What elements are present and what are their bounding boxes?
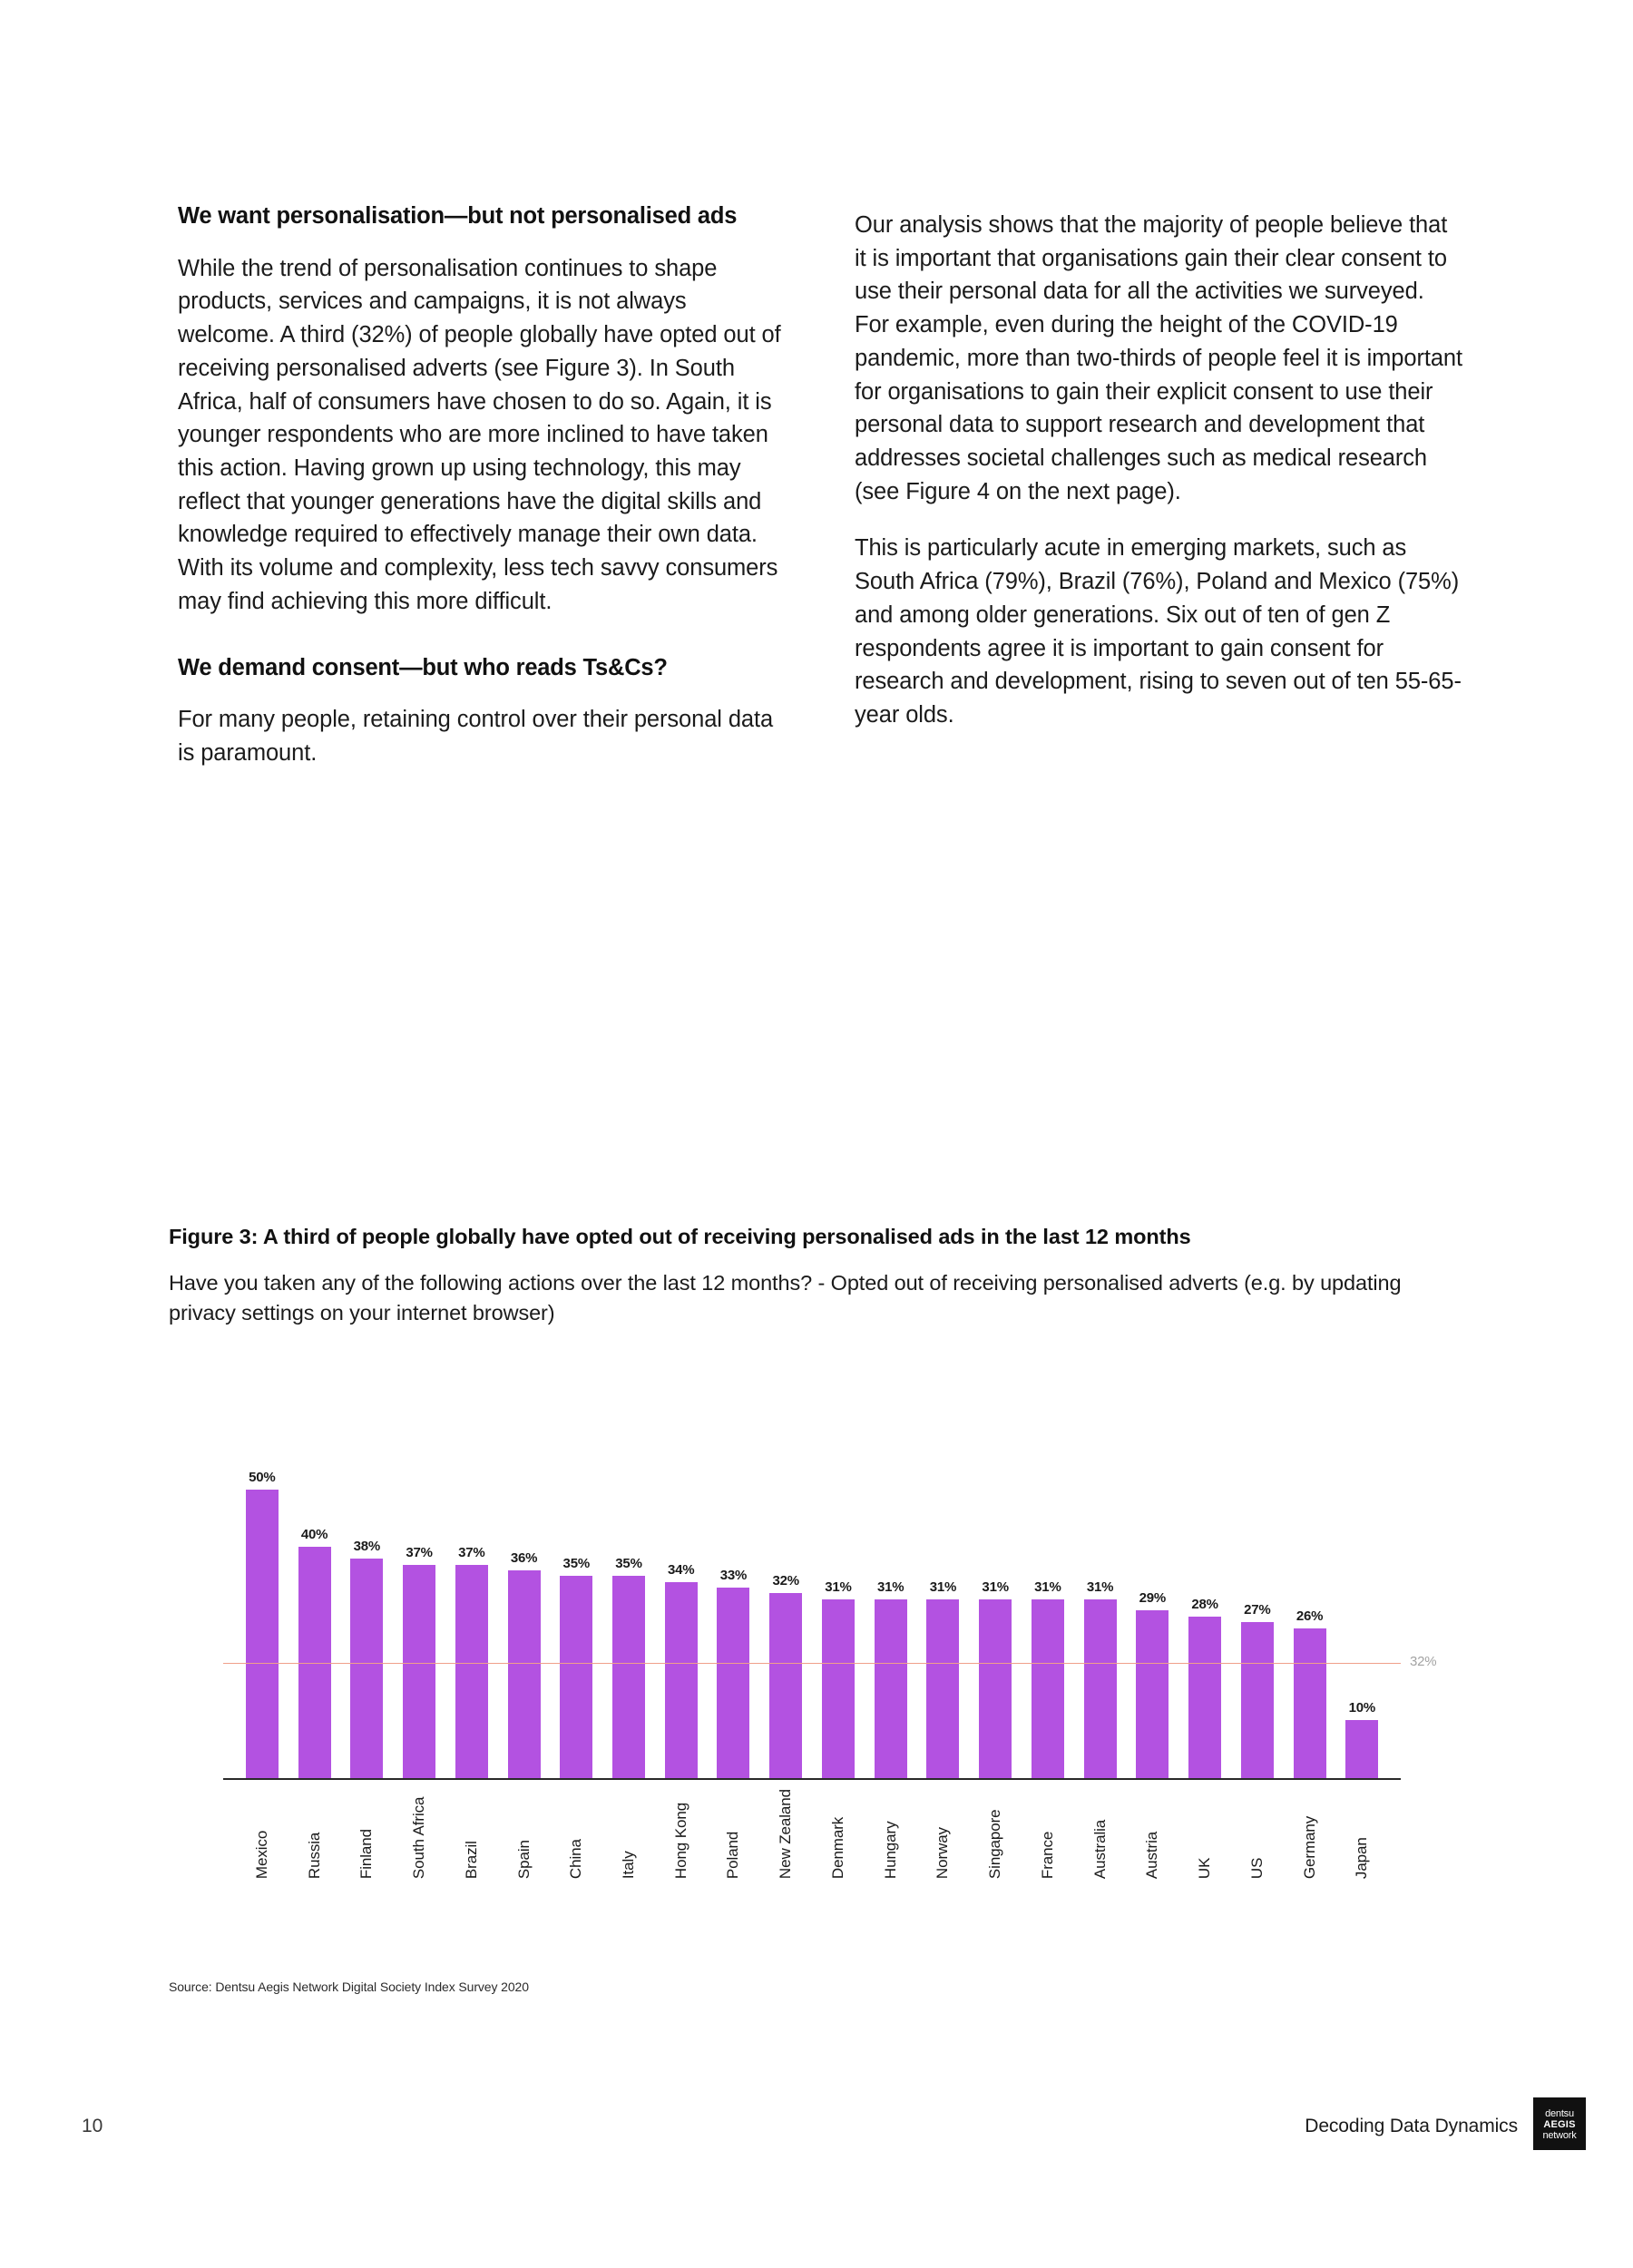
chart-category-slot: [1022, 1789, 1074, 1879]
bar: [612, 1576, 645, 1778]
bar: [769, 1593, 802, 1778]
chart-category-label: South Africa: [410, 1796, 428, 1880]
bar-value-label: 31%: [982, 1579, 1009, 1595]
chart-category-label: Russia: [305, 1832, 323, 1880]
figure-source: Source: Dentsu Aegis Network Digital Society Index Survey 2020: [169, 1980, 529, 1994]
dentsu-aegis-network-logo: [1533, 2097, 1586, 2150]
chart-category-label: Japan: [1353, 1837, 1371, 1880]
paragraph-consent: For many people, retaining control over their personal data is paramount.: [178, 707, 774, 766]
chart-bar-slot: [655, 1461, 708, 1778]
bar-value-label: 31%: [929, 1579, 957, 1595]
chart-bars: [236, 1461, 1388, 1778]
section-heading-personalisation: We want personalisation—but not personalised ads: [178, 203, 738, 229]
bar: [822, 1599, 855, 1778]
bar-value-label: 34%: [668, 1561, 695, 1578]
chart-category-slot: [655, 1789, 708, 1879]
chart-category-slot: [1231, 1789, 1284, 1879]
chart-bar-slot: [1074, 1461, 1127, 1778]
chart-bar-slot: [550, 1461, 602, 1778]
chart-category-slot: [288, 1789, 341, 1879]
chart-category-slot: [498, 1789, 551, 1879]
chart-category-slot: [708, 1789, 760, 1879]
chart-category-slot: [602, 1789, 655, 1879]
bar-value-label: 31%: [825, 1579, 852, 1595]
bar-value-label: 31%: [1086, 1579, 1114, 1595]
chart-category-label: Brazil: [462, 1841, 480, 1880]
chart-category-slot: [812, 1789, 865, 1879]
figure-header: [169, 1223, 1466, 1328]
chart-category-label: US: [1247, 1857, 1266, 1880]
chart-bar-slot: [340, 1461, 393, 1778]
chart-bar-slot: [236, 1461, 288, 1778]
chart-category-slot: [445, 1789, 498, 1879]
bar-value-label: 35%: [562, 1556, 590, 1572]
chart-bar-slot: [1284, 1461, 1336, 1778]
chart-category-label: New Zealand: [777, 1789, 795, 1880]
bar: [560, 1576, 592, 1778]
article-body: [178, 201, 1466, 770]
chart-bar-slot: [602, 1461, 655, 1778]
bar: [508, 1570, 541, 1778]
logo-line-3: network: [1542, 2130, 1577, 2142]
chart-plot-area: [236, 1461, 1388, 1778]
paragraph-analysis: Our analysis shows that the majority of people believe that it is important that organisations gain their clear consent to use their personal data for all the activities we surveyed. For example, even during the height of the COVID-19 pandemic, more than two-thirds of people feel it is important for organisations to gain their explicit consent to use their personal data to support research and development that addresses societal challenges such as medical research (see Figure 4 on the next page).: [855, 212, 1462, 504]
chart-category-label: Germany: [1300, 1815, 1318, 1880]
bar: [875, 1599, 907, 1778]
bar-value-label: 33%: [719, 1568, 748, 1583]
bar: [1032, 1599, 1064, 1778]
bar-value-label: 31%: [876, 1579, 905, 1595]
bar: [979, 1599, 1012, 1778]
chart-category-slot: [1126, 1789, 1178, 1879]
bar-value-label: 37%: [458, 1544, 485, 1560]
chart-category-label: Singapore: [986, 1809, 1004, 1880]
chart-category-slot: [917, 1789, 970, 1879]
chart-category-slot: [393, 1789, 445, 1879]
bar-value-label: 27%: [1244, 1602, 1271, 1618]
chart-category-label: Denmark: [828, 1816, 846, 1880]
logo-line-1: dentsu: [1545, 2107, 1574, 2119]
bar: [1136, 1610, 1169, 1778]
bar-value-label: 40%: [300, 1527, 328, 1543]
chart-category-label: Poland: [724, 1831, 742, 1880]
chart-category-slot: [340, 1789, 393, 1879]
chart-category-slot: [1074, 1789, 1127, 1879]
bar-value-label: 31%: [1034, 1579, 1061, 1595]
chart-category-label: Australia: [1090, 1819, 1109, 1880]
chart-category-slot: [1335, 1789, 1388, 1879]
chart-category-label: France: [1038, 1831, 1056, 1880]
bar-value-label: 37%: [406, 1544, 433, 1560]
chart-category-label: Spain: [514, 1840, 533, 1880]
chart-bar-slot: [1231, 1461, 1284, 1778]
chart-category-slot: [550, 1789, 602, 1879]
chart-bar-slot: [708, 1461, 760, 1778]
chart-bar-slot: [1126, 1461, 1178, 1778]
chart-bar-slot: [969, 1461, 1022, 1778]
bar: [665, 1582, 698, 1778]
chart-category-slot: [865, 1789, 917, 1879]
bar-value-label: 32%: [772, 1573, 799, 1589]
bar-value-label: 28%: [1191, 1596, 1218, 1612]
chart-category-slot: [1178, 1789, 1231, 1879]
chart-category-label: Mexico: [252, 1830, 270, 1880]
figure-title: Figure 3: A third of people globally have opted out of receiving personalised ads in the last 12 months: [169, 1225, 1191, 1248]
left-text-column: [178, 201, 787, 770]
bar-value-label: 35%: [615, 1556, 642, 1572]
right-text-column: [855, 201, 1464, 770]
chart-bar-slot: [917, 1461, 970, 1778]
chart-bar-slot: [1022, 1461, 1074, 1778]
bar-value-label: 29%: [1139, 1590, 1167, 1607]
footer-document-title: Decoding Data Dynamics: [1305, 2116, 1518, 2136]
bar: [455, 1565, 488, 1778]
chart-category-slot: [969, 1789, 1022, 1879]
chart-bar-slot: [759, 1461, 812, 1778]
bar: [1294, 1628, 1326, 1778]
chart-bar-slot: [1178, 1461, 1231, 1778]
chart-bar-slot: [498, 1461, 551, 1778]
chart-category-label: Norway: [934, 1827, 952, 1880]
figure-subtitle: Have you taken any of the following actions over the last 12 months? - Opted out of receiving personalised adverts (e.g. by updating privacy settings on your internet browser): [169, 1270, 1402, 1325]
chart-bar-slot: [865, 1461, 917, 1778]
chart-bar-slot: [393, 1461, 445, 1778]
chart-x-axis: [223, 1778, 1401, 1780]
page-number: 10: [82, 2116, 103, 2136]
bar: [1241, 1622, 1274, 1778]
bar: [1345, 1720, 1378, 1778]
chart-category-label: Finland: [357, 1829, 376, 1880]
bar: [717, 1588, 749, 1778]
chart-category-label: China: [567, 1839, 585, 1880]
chart-category-label: UK: [1196, 1857, 1214, 1880]
chart-category-label: Austria: [1143, 1831, 1161, 1880]
chart-category-slot: [759, 1789, 812, 1879]
chart-category-labels: [236, 1789, 1388, 1879]
chart-average-line: [223, 1663, 1401, 1664]
chart-category-label: Hungary: [881, 1821, 899, 1880]
bar-value-label: 36%: [510, 1549, 538, 1566]
bar-value-label: 10%: [1348, 1700, 1375, 1716]
bar: [246, 1490, 279, 1778]
bar-value-label: 50%: [249, 1469, 276, 1485]
chart-category-label: Italy: [620, 1851, 637, 1880]
bar: [926, 1599, 959, 1778]
chart-bar-slot: [445, 1461, 498, 1778]
chart-category-label: Hong Kong: [671, 1802, 689, 1880]
chart-bar-slot: [1335, 1461, 1388, 1778]
paragraph-emerging-markets: This is particularly acute in emerging markets, such as South Africa (79%), Brazil (76%), Poland and Mexico (75%) and among older generations. Six out of ten of gen Z respondents agree it is important to gain consent for research and development, rising to seven out of ten 55-65-year olds.: [855, 535, 1462, 728]
bar-chart: [169, 1442, 1466, 1969]
bar: [1188, 1617, 1221, 1778]
chart-bar-slot: [288, 1461, 341, 1778]
logo-line-2: AEGIS: [1543, 2118, 1576, 2130]
bar-value-label: 26%: [1296, 1608, 1324, 1624]
paragraph-personalisation: While the trend of personalisation continues to shape products, services and campaigns, it is not always welcome. A third (32%) of people globally have opted out of receiving personalised adverts (see Figure 3). In South Africa, half of consumers have chosen to do so. Again, it is younger respondents who are more inclined to have taken this action. Having grown up using technology, this may reflect that younger generations have the digital skills and knowledge required to effectively manage their own data. With its volume and complexity, less tech savvy consumers may find achieving this more difficult.: [178, 255, 781, 614]
bar: [350, 1559, 383, 1778]
section-heading-consent: We demand consent—but who reads Ts&Cs?: [178, 654, 668, 680]
chart-category-slot: [236, 1789, 288, 1879]
chart-bar-slot: [812, 1461, 865, 1778]
bar-value-label: 38%: [353, 1539, 381, 1555]
bar: [403, 1565, 435, 1778]
bar: [1084, 1599, 1117, 1778]
chart-category-slot: [1284, 1789, 1336, 1879]
chart-average-label: 32%: [1410, 1654, 1437, 1669]
